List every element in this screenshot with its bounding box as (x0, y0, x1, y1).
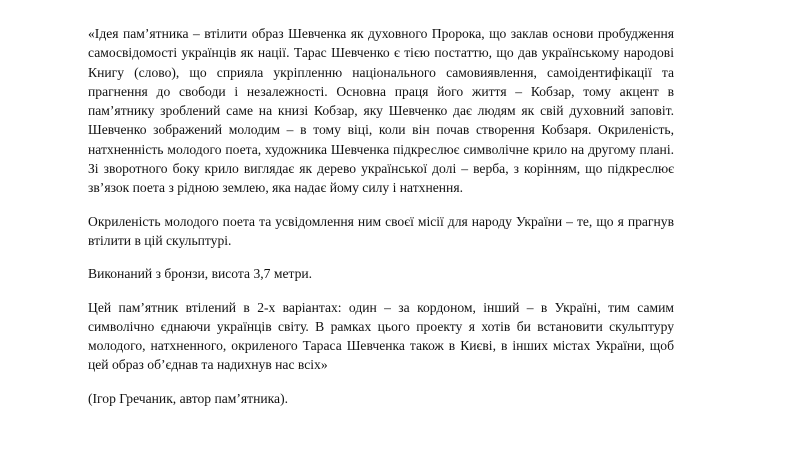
paragraph-monument-idea: «Ідея пам’ятника – втілити образ Шевченка як духовного Пророка, що заклав основи пробудження самосвідомості українців як нації. Тарас Шевченко є тією постаттю, що дав українському народові Книгу (слово), що сприяла укріпленню національного самовиявлення, самоідентифікації та прагнення до свободи і незалежності. Основна праця його життя – Кобзар, тому акцент в пам’ятнику зроблений саме на книзі Кобзар, яку Шевченко дає людям як свій духовний заповіт. Шевченко зображений молодим – в тому віці, коли він почав створення Кобзаря. Окриленість, натхненність молодого поета, художника Шевченка підкреслює символічне крило на другому плані. Зі зворотного боку крило виглядає як дерево української долі – верба, з корінням, що підкреслює зв’язок поета з рідною землею, яка надає йому силу і натхнення. (88, 26, 674, 196)
paragraph-author-signature: (Ігор Гречаник, автор пам’ятника). (88, 390, 289, 406)
paragraph-two-variants: Цей пам’ятник втілений в 2-х варіантах: один – за кордоном, інший – в Україні, тим самим символічно єднаючи українців світу. В рамках цього проекту я хотів би встановити скульптуру молодого, натхненного, окриленого Тараса Шевченка також в Києві, в інших містах України, щоб цей образ об’єднав та надихнув нас всіх» (88, 299, 674, 373)
paragraph-material-size: Виконаний з бронзи, висота 3,7 метри. (88, 266, 313, 282)
paragraph-inspiration: Окриленість молодого поета та усвідомлення ним своєї місії для народу України – те, що я прагнув втілити в цій скульптурі. (88, 213, 674, 248)
document-body (88, 24, 674, 408)
